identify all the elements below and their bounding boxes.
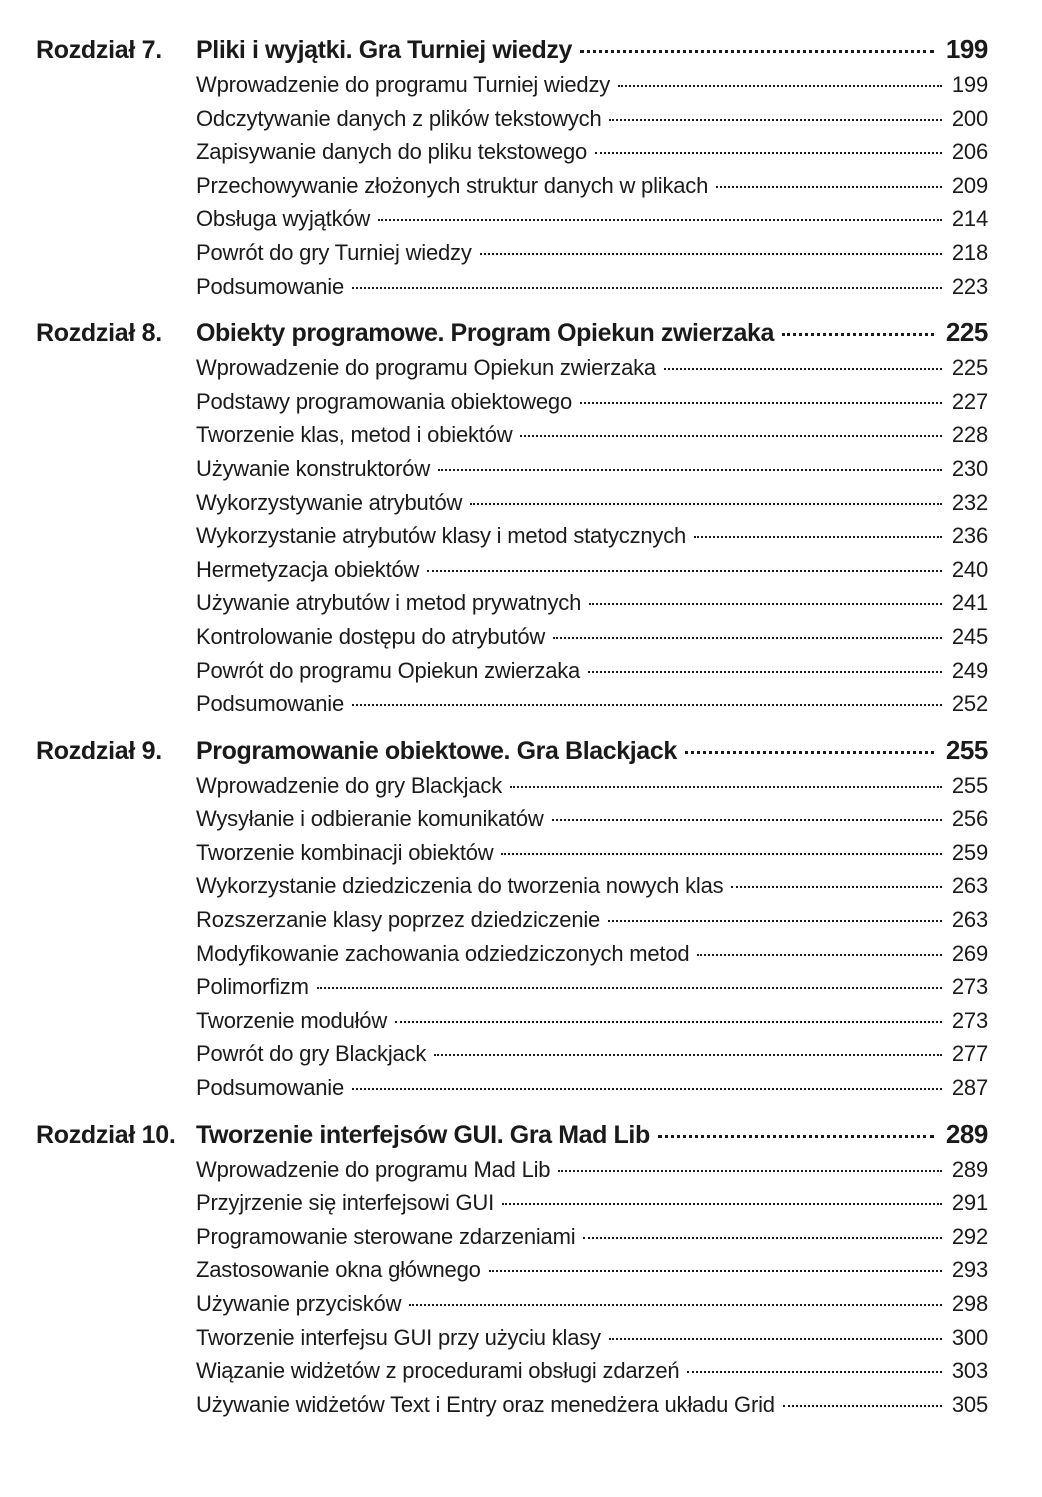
entry-title: Używanie atrybutów i metod prywatnych	[196, 590, 582, 616]
entry-page-number: 200	[951, 105, 988, 131]
entry-title: Modyfikowanie zachowania odziedziczonych metod	[196, 940, 690, 966]
entry-title: Powrót do gry Blackjack	[196, 1041, 427, 1067]
toc-entry	[196, 456, 988, 490]
dot-leader	[395, 1021, 942, 1023]
entry-title: Wprowadzenie do programu Opiekun zwierzaka	[196, 355, 656, 381]
entry-title: Kontrolowanie dostępu do atrybutów	[196, 623, 546, 649]
toc-entry	[196, 355, 988, 389]
entry-title: Podsumowanie	[196, 691, 345, 717]
dot-leader	[352, 287, 942, 289]
entry-title: Hermetyzacja obiektów	[196, 556, 420, 582]
toc-entry	[196, 240, 988, 274]
entry-list	[196, 355, 988, 725]
entry-title: Podstawy programowania obiektowego	[196, 388, 572, 414]
toc-entry	[196, 1291, 988, 1325]
toc-entry	[196, 1392, 988, 1426]
toc-entry	[196, 941, 988, 975]
entry-title: Wykorzystywanie atrybutów	[196, 489, 463, 515]
chapter-section	[36, 735, 988, 1109]
entry-title: Wprowadzenie do programu Mad Lib	[196, 1156, 551, 1182]
entry-page-number: 241	[951, 590, 988, 616]
entry-page-number: 263	[951, 873, 988, 899]
chapter-page-number: 225	[945, 317, 988, 348]
dot-leader	[697, 954, 942, 956]
chapter-title: Programowanie obiektowe. Gra Blackjack	[196, 736, 677, 765]
entry-page-number: 228	[951, 422, 988, 448]
toc-entry	[196, 1257, 988, 1291]
chapter-heading	[36, 735, 988, 773]
entry-page-number: 232	[951, 489, 988, 515]
entry-title: Wiązanie widżetów z procedurami obsługi zdarzeń	[196, 1358, 680, 1384]
toc-entry	[196, 557, 988, 591]
entry-page-number: 240	[951, 556, 988, 582]
dot-leader	[588, 671, 942, 673]
toc-entry	[196, 658, 988, 692]
chapter-label: Rozdział 10.	[36, 1120, 176, 1149]
toc-entry	[196, 389, 988, 423]
dot-leader	[553, 637, 942, 639]
entry-title: Obsługa wyjątków	[196, 206, 371, 232]
entry-page-number: 199	[951, 72, 988, 97]
entry-page-number: 225	[951, 355, 988, 381]
entry-page-number: 252	[951, 691, 988, 717]
toc-entry	[196, 590, 988, 624]
dot-leader	[489, 1270, 942, 1272]
toc-entry	[196, 840, 988, 874]
chapter-heading	[36, 34, 988, 72]
dot-leader	[685, 751, 934, 754]
entry-page-number: 305	[951, 1391, 988, 1417]
entry-page-number: 236	[951, 523, 988, 549]
entry-title: Wysyłanie i odbieranie komunikatów	[196, 806, 544, 832]
entry-list	[196, 1157, 988, 1426]
entry-page-number: 273	[951, 974, 988, 1000]
toc-entry	[196, 274, 988, 308]
toc-entry	[196, 422, 988, 456]
dot-leader	[782, 333, 934, 336]
entry-title: Zastosowanie okna głównego	[196, 1257, 481, 1283]
entry-title: Wykorzystanie dziedziczenia do tworzenia nowych klas	[196, 873, 724, 899]
dot-leader	[658, 1135, 934, 1138]
chapter-title-row	[196, 735, 988, 766]
dot-leader	[470, 503, 942, 505]
entry-title: Powrót do programu Opiekun zwierzaka	[196, 657, 581, 683]
entry-page-number: 291	[951, 1190, 988, 1216]
entry-page-number: 223	[951, 273, 988, 299]
dot-leader	[501, 853, 942, 855]
chapter-page-number: 289	[945, 1118, 988, 1149]
dot-leader	[589, 603, 942, 605]
toc-entry	[196, 1224, 988, 1258]
dot-leader	[552, 819, 942, 821]
dot-leader	[317, 987, 942, 989]
toc-entry	[196, 806, 988, 840]
entry-page-number: 255	[951, 772, 988, 798]
toc-entry	[196, 1190, 988, 1224]
entry-page-number: 245	[951, 623, 988, 649]
entry-title: Wprowadzenie do programu Turniej wiedzy	[196, 72, 611, 97]
entry-page-number: 227	[951, 388, 988, 414]
entry-list	[196, 72, 988, 307]
toc-entry	[196, 773, 988, 807]
dot-leader	[409, 1304, 942, 1306]
toc-entry	[196, 206, 988, 240]
toc-entry	[196, 873, 988, 907]
toc-entry	[196, 974, 988, 1008]
chapter-section	[36, 34, 988, 307]
entry-page-number: 300	[951, 1324, 988, 1350]
toc-entry	[196, 1008, 988, 1042]
dot-leader	[510, 786, 942, 788]
entry-title: Używanie konstruktorów	[196, 455, 431, 481]
chapter-title: Pliki i wyjątki. Gra Turniej wiedzy	[196, 36, 572, 64]
chapter-label: Rozdział 8.	[36, 319, 162, 348]
entry-title: Przyjrzenie się interfejsowi GUI	[196, 1190, 495, 1216]
entry-title: Podsumowanie	[196, 1075, 345, 1101]
dot-leader	[694, 536, 942, 538]
toc-entry	[196, 106, 988, 140]
entry-page-number: 269	[951, 940, 988, 966]
entry-title: Odczytywanie danych z plików tekstowych	[196, 105, 602, 131]
dot-leader	[427, 570, 942, 572]
dot-leader	[609, 119, 942, 121]
dot-leader	[558, 1170, 942, 1172]
entry-page-number: 293	[951, 1257, 988, 1283]
toc-entry	[196, 1041, 988, 1075]
entry-title: Programowanie sterowane zdarzeniami	[196, 1223, 576, 1249]
entry-page-number: 249	[951, 657, 988, 683]
entry-title: Tworzenie kombinacji obiektów	[196, 839, 494, 865]
chapter-heading	[36, 1119, 988, 1157]
chapter-label: Rozdział 9.	[36, 736, 162, 765]
dot-leader	[352, 704, 942, 706]
chapter-title: Tworzenie interfejsów GUI. Gra Mad Lib	[196, 1120, 650, 1149]
entry-title: Używanie przycisków	[196, 1291, 402, 1316]
entry-page-number: 289	[951, 1156, 988, 1182]
chapter-section	[36, 317, 988, 725]
entry-title: Podsumowanie	[196, 273, 345, 299]
chapter-section	[36, 1119, 988, 1426]
dot-leader	[580, 402, 942, 404]
entry-title: Tworzenie interfejsu GUI przy użyciu klasy	[196, 1324, 601, 1350]
entry-title: Polimorfizm	[196, 974, 309, 1000]
dot-leader	[434, 1054, 942, 1056]
chapter-title-row	[196, 1119, 988, 1150]
toc-entry	[196, 139, 988, 173]
entry-page-number: 218	[951, 239, 988, 265]
toc-entry	[196, 173, 988, 207]
entry-list	[196, 773, 988, 1109]
dot-leader	[783, 1405, 942, 1407]
entry-page-number: 292	[951, 1223, 988, 1249]
chapter-label: Rozdział 7.	[36, 36, 162, 64]
entry-title: Tworzenie modułów	[196, 1007, 388, 1033]
entry-page-number: 206	[951, 139, 988, 165]
entry-title: Używanie widżetów Text i Entry oraz menedżera układu Grid	[196, 1391, 775, 1417]
entry-title: Przechowywanie złożonych struktur danych w plikach	[196, 172, 709, 198]
chapter-page-number: 199	[945, 34, 988, 64]
dot-leader	[502, 1203, 942, 1205]
entry-title: Tworzenie klas, metod i obiektów	[196, 422, 513, 448]
toc-entry	[196, 523, 988, 557]
toc-entry	[196, 1325, 988, 1359]
dot-leader	[583, 1237, 942, 1239]
dot-leader	[352, 1088, 942, 1090]
entry-page-number: 303	[951, 1358, 988, 1384]
dot-leader	[716, 186, 942, 188]
toc-entry	[196, 1358, 988, 1392]
toc-entry	[196, 490, 988, 524]
entry-page-number: 263	[951, 907, 988, 933]
entry-page-number: 214	[951, 206, 988, 232]
dot-leader	[580, 50, 934, 53]
dot-leader	[609, 1338, 942, 1340]
chapter-title-row	[196, 34, 988, 65]
entry-page-number: 273	[951, 1007, 988, 1033]
dot-leader	[608, 920, 942, 922]
entry-page-number: 287	[951, 1075, 988, 1101]
entry-page-number: 230	[951, 455, 988, 481]
dot-leader	[618, 85, 942, 87]
chapter-title: Obiekty programowe. Program Opiekun zwierzaka	[196, 319, 775, 348]
toc-entry	[196, 624, 988, 658]
dot-leader	[664, 368, 942, 370]
dot-leader	[520, 435, 942, 437]
dot-leader	[595, 152, 942, 154]
entry-page-number: 209	[951, 172, 988, 198]
toc-entry	[196, 1075, 988, 1109]
dot-leader	[438, 469, 942, 471]
dot-leader	[378, 219, 942, 221]
entry-title: Wykorzystanie atrybutów klasy i metod statycznych	[196, 523, 687, 549]
entry-title: Zapisywanie danych do pliku tekstowego	[196, 139, 588, 165]
dot-leader	[480, 253, 942, 255]
entry-page-number: 259	[951, 839, 988, 865]
entry-title: Powrót do gry Turniej wiedzy	[196, 239, 472, 265]
toc-entry	[196, 1157, 988, 1191]
chapter-title-row	[196, 317, 988, 348]
toc-entry	[196, 691, 988, 725]
dot-leader	[731, 886, 942, 888]
dot-leader	[687, 1371, 942, 1373]
table-of-contents	[36, 34, 988, 1435]
chapter-heading	[36, 317, 988, 355]
toc-entry	[196, 72, 988, 106]
chapter-page-number: 255	[945, 734, 988, 765]
entry-page-number: 277	[951, 1041, 988, 1067]
entry-page-number: 256	[951, 806, 988, 832]
entry-title: Wprowadzenie do gry Blackjack	[196, 772, 503, 798]
entry-title: Rozszerzanie klasy poprzez dziedziczenie	[196, 907, 601, 933]
toc-entry	[196, 907, 988, 941]
entry-page-number: 298	[951, 1291, 988, 1316]
